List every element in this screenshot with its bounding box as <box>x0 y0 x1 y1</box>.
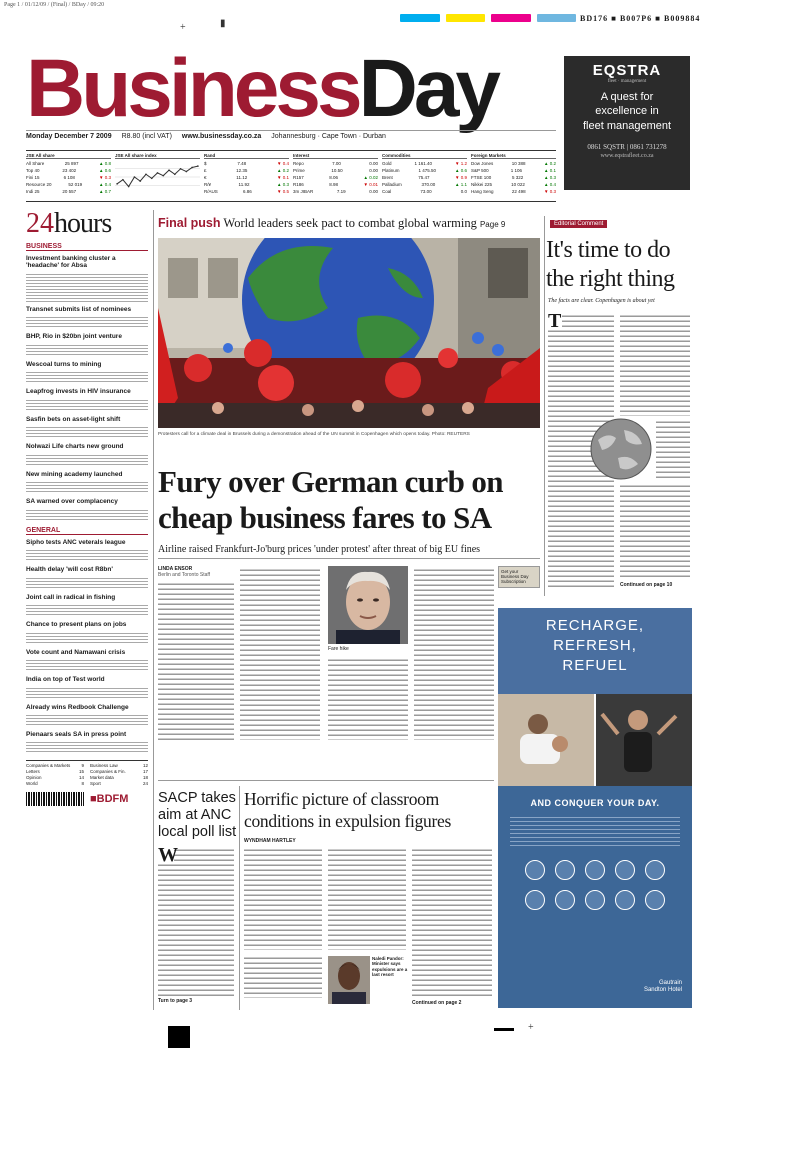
horrific-body-column <box>244 846 322 950</box>
photo-caption: Protesters call for a climate deal in Brussels during a demonstration ahead of the UN summit in Copenhagen which opens today. Photo: REUTERS <box>158 432 470 437</box>
brief-headline: New mining academy launched <box>26 470 123 478</box>
chart-point <box>197 165 199 167</box>
editorial-body-column <box>656 418 690 480</box>
sacp-continued[interactable]: Turn to page 3 <box>158 998 193 1004</box>
spa-icon <box>525 860 545 880</box>
brief-item[interactable] <box>26 539 148 562</box>
brief-headline: Nolwazi Life charts new ground <box>26 443 124 451</box>
market-row: Resource 20 52 019 ▲ 0.4 <box>26 182 111 187</box>
chart-point <box>157 172 159 174</box>
column-divider <box>544 216 545 596</box>
horrific-body-column <box>412 846 492 998</box>
market-row: FTSE 100 5 322 ▲ 0.3 <box>471 175 556 180</box>
brief-body <box>26 370 148 384</box>
lead-body-column <box>328 656 408 740</box>
crop-mark-icon: ▮ <box>220 18 226 29</box>
pool-icon <box>585 860 605 880</box>
index-entry[interactable]: Business Law 12 <box>90 763 148 769</box>
brief-headline: Investment banking cluster a 'headache' for Absa <box>26 255 116 270</box>
conference-icon <box>615 890 635 910</box>
final-push-strap[interactable] <box>158 216 540 231</box>
website[interactable]: www.businessday.co.za <box>181 133 262 140</box>
chart-point <box>185 171 187 173</box>
price: R8.80 (incl VAT) <box>121 133 172 140</box>
market-table-head: Interest <box>293 153 378 159</box>
chart-point <box>122 179 124 181</box>
market-row: R/¥ 11.92 ▲ 0.3 <box>204 182 289 187</box>
barcode-icon <box>26 792 84 806</box>
index-entry[interactable]: Companies & Markets 9 <box>26 763 84 769</box>
lead-byline: LINDA ENSOR <box>158 566 193 572</box>
brief-item[interactable] <box>26 306 148 329</box>
brief-item[interactable] <box>26 388 148 411</box>
brief-item[interactable] <box>26 333 148 356</box>
lead-deck: Airline raised Frankfurt-Jo'burg prices 'under protest' after threat of big EU fines <box>158 544 481 555</box>
index-entry[interactable]: Letters 15 <box>26 769 84 775</box>
color-bar <box>400 14 576 24</box>
market-row: Indi 25 20 557 ▲ 0.7 <box>26 189 111 194</box>
brief-headline: Sipho tests ANC veterals league <box>26 538 126 546</box>
market-row: Hang Seng 22 498 ▼ 0.3 <box>471 189 556 194</box>
market-row: R186 8.98 ▼ 0.01 <box>293 182 378 187</box>
chart-point <box>128 186 130 188</box>
bdfm-logo: ■BDFM <box>90 793 129 806</box>
room-icon <box>645 890 665 910</box>
brief-headline: Sasfin bets on asset-light shift <box>26 415 121 423</box>
column-divider <box>239 786 240 1010</box>
horrific-headline[interactable]: Horrific picture of classroom conditions in expulsion figures <box>244 789 451 831</box>
section-label-general: GENERAL <box>26 527 148 535</box>
market-row: £ 12.35 ▲ 0.2 <box>204 168 289 173</box>
brief-body <box>26 548 148 562</box>
lead-location: Berlin and Toronto Staff <box>158 572 211 578</box>
ad-phone: 0861 SQSTR | 0861 731278 <box>587 142 667 151</box>
sacp-headline[interactable]: SACP takes aim at ANC local poll list <box>158 790 237 840</box>
ad-icon-grid <box>498 860 692 910</box>
market-table-jse <box>26 153 111 201</box>
market-table-commodities <box>382 153 467 201</box>
lead-headline[interactable]: Fury over German curb on cheap business fares to SA <box>158 464 503 535</box>
parking-icon <box>555 890 575 910</box>
horrific-byline: WYNDHAM HARTLEY <box>244 838 296 844</box>
lead-rule <box>158 558 540 559</box>
eqstra-ad[interactable] <box>564 56 690 190</box>
brief-item[interactable] <box>26 676 148 699</box>
ad-tagline-2: excellence in <box>595 105 659 118</box>
brief-item[interactable] <box>26 621 148 644</box>
sacp-body-column <box>158 846 234 996</box>
brief-body <box>26 576 148 590</box>
brief-body <box>26 425 148 439</box>
brief-item[interactable] <box>26 255 148 302</box>
dateline <box>26 130 556 140</box>
lead-body-column <box>240 566 320 740</box>
market-table-head: Foreign Markets <box>471 153 556 159</box>
market-table-head: Rand <box>204 153 289 159</box>
brief-body <box>26 658 148 672</box>
editorial-tag: Editorial Comment <box>550 220 607 228</box>
ad-line-1: RECHARGE, <box>545 617 645 634</box>
cyan-swatch <box>400 14 440 22</box>
index-entry[interactable]: Opinion 14 <box>26 775 84 781</box>
ad-headline-block <box>498 608 692 694</box>
market-chart <box>115 153 200 201</box>
chart-point <box>134 176 136 178</box>
index-entry[interactable]: Companies & Fin. 17 <box>90 769 148 775</box>
market-row: Prime 10.50 0.00 <box>293 168 378 173</box>
gautrain-ad[interactable] <box>498 608 692 1008</box>
market-row: Fini 15 6 108 ▼ 0.3 <box>26 175 111 180</box>
market-row: Brent 75.47 ▼ 0.9 <box>382 175 467 180</box>
subscription-ad[interactable]: Get your Business Day Subscription <box>498 566 540 588</box>
market-chart-head: JSE All share index <box>115 153 200 159</box>
ad-tagline-1: A quest for <box>600 91 654 103</box>
market-row: Gold 1 161.40 ▼ 1.2 <box>382 161 467 166</box>
portrait-photo[interactable] <box>328 566 408 644</box>
market-table-foreign <box>471 153 556 201</box>
market-row: Platinum 1 475.50 ▲ 0.6 <box>382 168 467 173</box>
portrait-image <box>328 566 408 644</box>
brief-body <box>26 453 148 467</box>
brief-headline: India on top of Test world <box>26 676 105 684</box>
registration-mark-icon: + <box>528 1022 534 1033</box>
market-table-head: JSE All share <box>26 153 111 159</box>
magenta-swatch <box>491 14 531 22</box>
chart-series-line <box>117 166 198 186</box>
brief-body <box>26 631 148 645</box>
brief-item[interactable] <box>26 416 148 439</box>
brief-headline: SA warned over complacency <box>26 498 118 506</box>
index-entry[interactable]: World 8 <box>26 781 84 787</box>
ad-cta: AND CONQUER YOUR DAY. <box>530 798 660 808</box>
ad-logo-line-1: Gautrain <box>658 979 682 986</box>
page-index <box>26 760 148 786</box>
brief-item[interactable] <box>26 361 148 384</box>
brief-body <box>26 603 148 617</box>
chart-point <box>180 168 182 170</box>
blue-swatch <box>537 14 577 22</box>
chart-point <box>139 180 141 182</box>
brief-headline: BHP, Rio in $20bn joint venture <box>26 333 122 341</box>
restaurant-icon <box>615 860 635 880</box>
index-entry[interactable]: Market data 18 <box>90 775 148 781</box>
market-row: Coal 73.00 0.0 <box>382 189 467 194</box>
chart-point <box>162 175 164 177</box>
top-codes: BD176 ■ B007P6 ■ B009884 <box>580 14 701 23</box>
24-hours-title <box>26 210 148 238</box>
brief-body <box>26 713 148 727</box>
brief-body <box>26 272 148 302</box>
ad-logo-line-2: Sandton Hotel <box>643 986 682 993</box>
editorial-body-column <box>620 312 690 416</box>
horrific-body-column <box>328 846 406 950</box>
ad-sub: fleet · management <box>607 79 647 84</box>
brief-headline: Pienaars seals SA in press point <box>26 730 127 738</box>
masthead-business: Business <box>26 43 359 134</box>
gym-icon <box>555 860 575 880</box>
market-row: Palladium 370.00 ▲ 1.1 <box>382 182 467 187</box>
strap-page: Page 9 <box>479 220 506 229</box>
brief-item[interactable] <box>26 594 148 617</box>
brief-headline: Wescoal turns to mining <box>26 360 102 368</box>
brief-body <box>26 686 148 700</box>
24-hours-column <box>26 210 148 1010</box>
market-row: R157 8.06 ▲ 0.02 <box>293 175 378 180</box>
brief-body <box>26 480 148 494</box>
24-hours-number: 24 <box>26 208 54 239</box>
market-row: $ 7.48 ▼ 0.4 <box>204 161 289 166</box>
market-row: R/AUS 6.86 ▼ 0.5 <box>204 189 289 194</box>
market-row: € 11.12 ▼ 0.1 <box>204 175 289 180</box>
market-row: Top 40 23 402 ▲ 0.6 <box>26 168 111 173</box>
chart-point <box>151 178 153 180</box>
market-table-rand <box>204 153 289 201</box>
ad-logo <box>644 980 682 994</box>
brief-body <box>26 398 148 412</box>
registration-block-icon <box>168 1026 190 1048</box>
market-row: Dow Jones 10 388 ▲ 0.2 <box>471 161 556 166</box>
brief-headline: Transnet submits list of nominees <box>26 305 132 313</box>
chart-point <box>168 169 170 171</box>
chart-point <box>174 173 176 175</box>
chart-point <box>116 183 118 185</box>
24-hours-word: hours <box>54 208 112 239</box>
protest-photo-image <box>158 238 540 428</box>
lead-body-column <box>158 580 234 740</box>
brief-body <box>26 508 148 522</box>
minister-image <box>328 956 370 1004</box>
ad-tagline-3: fleet management <box>582 119 672 132</box>
chart-point <box>191 167 193 169</box>
editorial-body-column <box>620 482 690 578</box>
barcode-row <box>26 792 148 806</box>
market-row: Nikkei 225 10 022 ▲ 0.4 <box>471 182 556 187</box>
market-data-strip <box>26 150 556 202</box>
lead-body-column <box>414 566 494 740</box>
editorial-headline[interactable]: It's time to do the right thing <box>546 237 675 292</box>
horrific-continued[interactable]: Continued on page 2 <box>412 1000 462 1006</box>
brief-item[interactable] <box>26 731 148 754</box>
ad-tagline <box>570 90 684 133</box>
brief-headline: Health delay 'will cost R8bn' <box>26 566 113 574</box>
column-divider <box>153 210 154 1010</box>
ad-copy <box>510 814 680 848</box>
crop-dash-icon <box>494 1028 514 1031</box>
minister-caption: Naledi Pandor: Minister says expulsions are a last resort <box>372 956 408 978</box>
editorial-continued[interactable]: Continued on page 10 <box>620 582 673 588</box>
masthead-day: Day <box>358 43 498 134</box>
horrific-body-column <box>244 954 322 998</box>
brief-item[interactable] <box>26 649 148 672</box>
globe-icon <box>590 418 652 480</box>
ad-line-3: REFUEL <box>562 657 628 674</box>
strap-text: World leaders seek pact to combat global warming <box>223 216 477 230</box>
brief-headline: Joint call in radical in fishing <box>26 593 116 601</box>
brief-headline: Vote count and Namawani crisis <box>26 648 126 656</box>
bar-icon <box>645 860 665 880</box>
ad-cta-block <box>498 786 692 1008</box>
sacp-drop-cap: W <box>158 844 178 866</box>
index-entry[interactable]: Sport 24 <box>90 781 148 787</box>
market-table-head: Commodities <box>382 153 467 159</box>
masthead[interactable] <box>26 43 556 134</box>
brief-item[interactable] <box>26 498 148 521</box>
editorial-drop-cap: T <box>548 310 562 332</box>
registration-mark-icon: + <box>180 22 186 33</box>
shuttle-icon <box>585 890 605 910</box>
market-table-interest <box>293 153 378 201</box>
minister-photo[interactable] <box>328 956 370 1004</box>
brief-item[interactable] <box>26 704 148 727</box>
market-row: Repo 7.00 0.00 <box>293 161 378 166</box>
brief-headline: Already wins Redbook Challenge <box>26 703 129 711</box>
cities: Johannesburg · Cape Town · Durban <box>271 133 386 140</box>
editorial-deck: The facts are clear. Copenhagen is about yet <box>548 298 655 304</box>
brief-item[interactable] <box>26 471 148 494</box>
ad-line-2: REFRESH, <box>553 637 637 654</box>
yellow-swatch <box>446 14 486 22</box>
climate-protest-photo[interactable] <box>158 238 540 428</box>
section-label-business: BUSINESS <box>26 243 148 251</box>
jse-index-chart <box>115 160 200 194</box>
print-info: Page 1 / 01/12/09 / (Final) / BDay / 09:20 <box>4 2 105 8</box>
ad-web: www.eqstrafleet.co.za <box>600 152 654 159</box>
ad-photo <box>498 694 692 786</box>
brief-body <box>26 343 148 357</box>
market-row: 3m JIBAR 7.19 0.00 <box>293 189 378 194</box>
brief-body <box>26 315 148 329</box>
section-rule <box>158 780 494 781</box>
wifi-icon <box>525 890 545 910</box>
chart-point <box>145 173 147 175</box>
brief-body <box>26 740 148 754</box>
market-row: S&P 500 1 106 ▲ 0.1 <box>471 168 556 173</box>
brief-item[interactable] <box>26 443 148 466</box>
brief-headline: Leapfrog invests in HIV insurance <box>26 388 131 396</box>
portrait-caption: Fare hike <box>328 646 349 652</box>
strap-label: Final push <box>158 216 221 230</box>
market-row: All Share 25 897 ▲ 0.8 <box>26 161 111 166</box>
brief-headline: Chance to present plans on jobs <box>26 621 127 629</box>
brief-item[interactable] <box>26 566 148 589</box>
date: Monday December 7 2009 <box>26 133 112 140</box>
ad-brand: EQSTRA <box>592 62 662 79</box>
